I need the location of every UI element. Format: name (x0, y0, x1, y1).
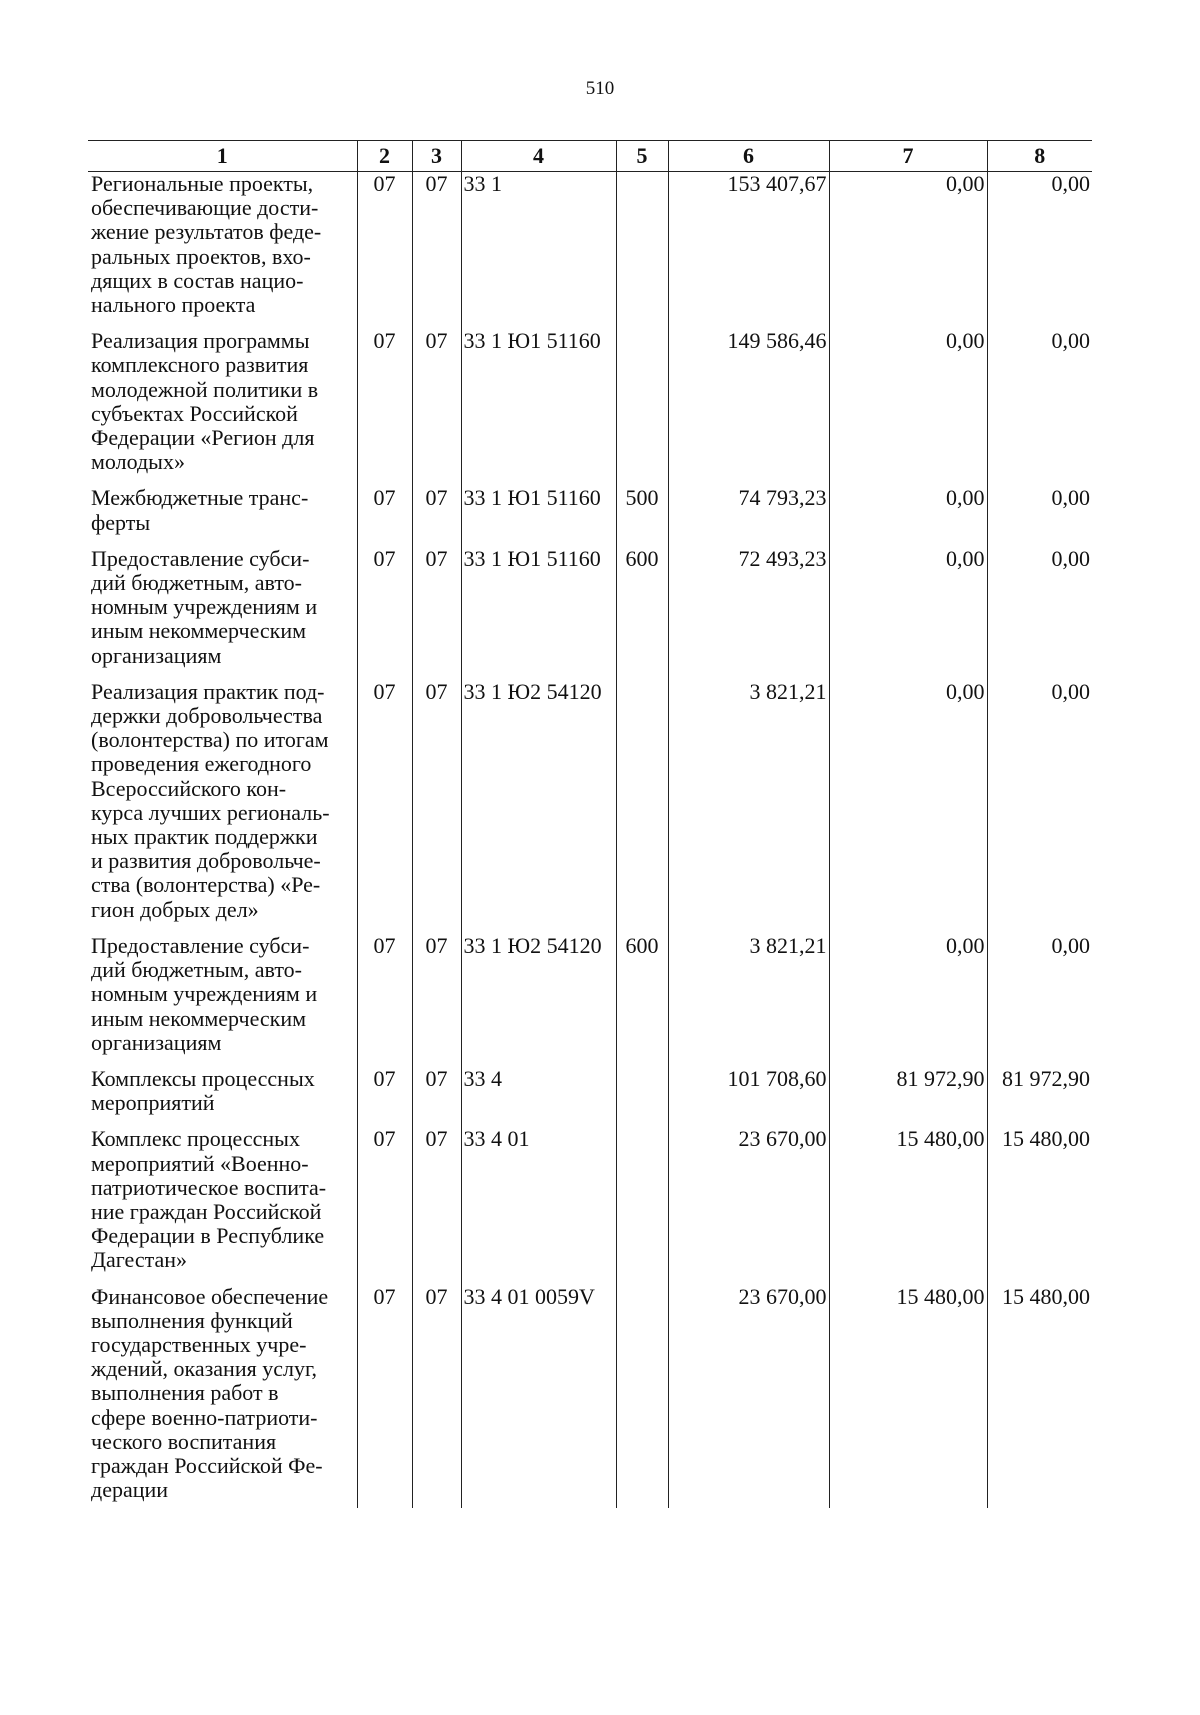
section-code: 07 (357, 486, 412, 534)
amount-col-8: 81 972,90 (987, 1067, 1092, 1115)
amount-col-8: 0,00 (987, 934, 1092, 1055)
expense-type-code: 600 (616, 934, 668, 1055)
row-spacer (88, 535, 1092, 547)
subsection-code: 07 (412, 486, 461, 534)
page-number: 510 (585, 78, 615, 99)
expense-type-code: 600 (616, 547, 668, 668)
amount-col-7: 0,00 (829, 486, 987, 534)
amount-col-7: 0,00 (829, 547, 987, 668)
subsection-code: 07 (412, 547, 461, 668)
subsection-code: 07 (412, 934, 461, 1055)
row-name: Межбюджетные транс- ферты (88, 486, 357, 534)
row-spacer (88, 1055, 1092, 1067)
expense-type-code (616, 1067, 668, 1115)
row-name: Региональные проекты, обеспечивающие дости- жение результатов феде- ральных проектов, вхо- дящих в состав нацио- нального проекта (88, 172, 357, 318)
section-code: 07 (357, 1127, 412, 1272)
subsection-code: 07 (412, 1127, 461, 1272)
row-spacer (88, 1115, 1092, 1127)
amount-col-6: 101 708,60 (668, 1067, 829, 1115)
section-code: 07 (357, 329, 412, 474)
amount-col-7: 0,00 (829, 680, 987, 922)
amount-col-8: 0,00 (987, 547, 1092, 668)
target-article-code: 33 1 (461, 172, 616, 318)
table-row (88, 172, 1092, 318)
subsection-code: 07 (412, 1067, 461, 1115)
row-spacer (88, 1273, 1092, 1285)
subsection-code: 07 (412, 680, 461, 922)
table-row (88, 934, 1092, 1055)
row-name: Реализация программы комплексного развития молодежной политики в субъектах Российской Федерации «Регион для молодых» (88, 329, 357, 474)
subsection-code: 07 (412, 1285, 461, 1503)
row-spacer (88, 922, 1092, 934)
amount-col-6: 3 821,21 (668, 680, 829, 922)
amount-col-7: 15 480,00 (829, 1127, 987, 1272)
amount-col-8: 0,00 (987, 486, 1092, 534)
table-row (88, 1127, 1092, 1272)
expense-type-code (616, 1285, 668, 1503)
row-name: Предоставление субси- дий бюджетным, авто- номным учреждениям и иным некоммерческим организациям (88, 934, 357, 1055)
amount-col-8: 0,00 (987, 680, 1092, 922)
section-code: 07 (357, 1285, 412, 1503)
row-name: Комплекс процессных мероприятий «Военно- патриотическое воспита- ние граждан Российской Федерации в Республике Дагестан» (88, 1127, 357, 1272)
table-body (88, 172, 1092, 1509)
subsection-code: 07 (412, 329, 461, 474)
target-article-code: 33 1 Ю1 51160 (461, 486, 616, 534)
table-row (88, 486, 1092, 534)
column-header: 8 (987, 141, 1092, 172)
amount-col-6: 23 670,00 (668, 1285, 829, 1503)
amount-col-8: 15 480,00 (987, 1127, 1092, 1272)
section-code: 07 (357, 172, 412, 318)
amount-col-7: 0,00 (829, 329, 987, 474)
row-spacer (88, 1502, 1092, 1508)
row-spacer (88, 474, 1092, 486)
row-spacer (88, 317, 1092, 329)
table-row (88, 680, 1092, 922)
target-article-code: 33 1 Ю2 54120 (461, 934, 616, 1055)
amount-col-7: 15 480,00 (829, 1285, 987, 1503)
expense-type-code (616, 680, 668, 922)
column-header: 2 (357, 141, 412, 172)
row-name: Комплексы процессных мероприятий (88, 1067, 357, 1115)
amount-col-6: 72 493,23 (668, 547, 829, 668)
amount-col-6: 23 670,00 (668, 1127, 829, 1272)
amount-col-7: 0,00 (829, 172, 987, 318)
row-spacer (88, 668, 1092, 680)
amount-col-6: 153 407,67 (668, 172, 829, 318)
amount-col-6: 3 821,21 (668, 934, 829, 1055)
amount-col-7: 0,00 (829, 934, 987, 1055)
row-name: Реализация практик под- держки добровольчества (волонтерства) по итогам проведения ежегодного Всероссийского кон- курса лучших региональ- ных практик поддержки и развития добровольче- ства (волонтерства) «Ре- гион добрых дел» (88, 680, 357, 922)
target-article-code: 33 1 Ю1 51160 (461, 329, 616, 474)
section-code: 07 (357, 934, 412, 1055)
table-row (88, 329, 1092, 474)
column-header: 7 (829, 141, 987, 172)
table-row (88, 1285, 1092, 1503)
row-name: Предоставление субси- дий бюджетным, авто- номным учреждениям и иным некоммерческим организациям (88, 547, 357, 668)
section-code: 07 (357, 547, 412, 668)
target-article-code: 33 1 Ю1 51160 (461, 547, 616, 668)
table-row (88, 547, 1092, 668)
target-article-code: 33 1 Ю2 54120 (461, 680, 616, 922)
expense-type-code (616, 1127, 668, 1272)
row-name: Финансовое обеспечение выполнения функций государственных учре- ждений, оказания услуг, выполнения работ в сфере военно-патриоти- ческого воспитания граждан Российской Фе- дерации (88, 1285, 357, 1503)
amount-col-6: 149 586,46 (668, 329, 829, 474)
budget-table (88, 140, 1092, 1508)
column-header: 6 (668, 141, 829, 172)
expense-type-code: 500 (616, 486, 668, 534)
amount-col-8: 0,00 (987, 172, 1092, 318)
section-code: 07 (357, 680, 412, 922)
amount-col-7: 81 972,90 (829, 1067, 987, 1115)
amount-col-8: 0,00 (987, 329, 1092, 474)
subsection-code: 07 (412, 172, 461, 318)
amount-col-8: 15 480,00 (987, 1285, 1092, 1503)
target-article-code: 33 4 01 0059V (461, 1285, 616, 1503)
column-header: 4 (461, 141, 616, 172)
section-code: 07 (357, 1067, 412, 1115)
column-header: 1 (88, 141, 357, 172)
target-article-code: 33 4 (461, 1067, 616, 1115)
amount-col-6: 74 793,23 (668, 486, 829, 534)
expense-type-code (616, 329, 668, 474)
target-article-code: 33 4 01 (461, 1127, 616, 1272)
expense-type-code (616, 172, 668, 318)
header-row (88, 141, 1092, 172)
column-header: 3 (412, 141, 461, 172)
column-header: 5 (616, 141, 668, 172)
table-row (88, 1067, 1092, 1115)
